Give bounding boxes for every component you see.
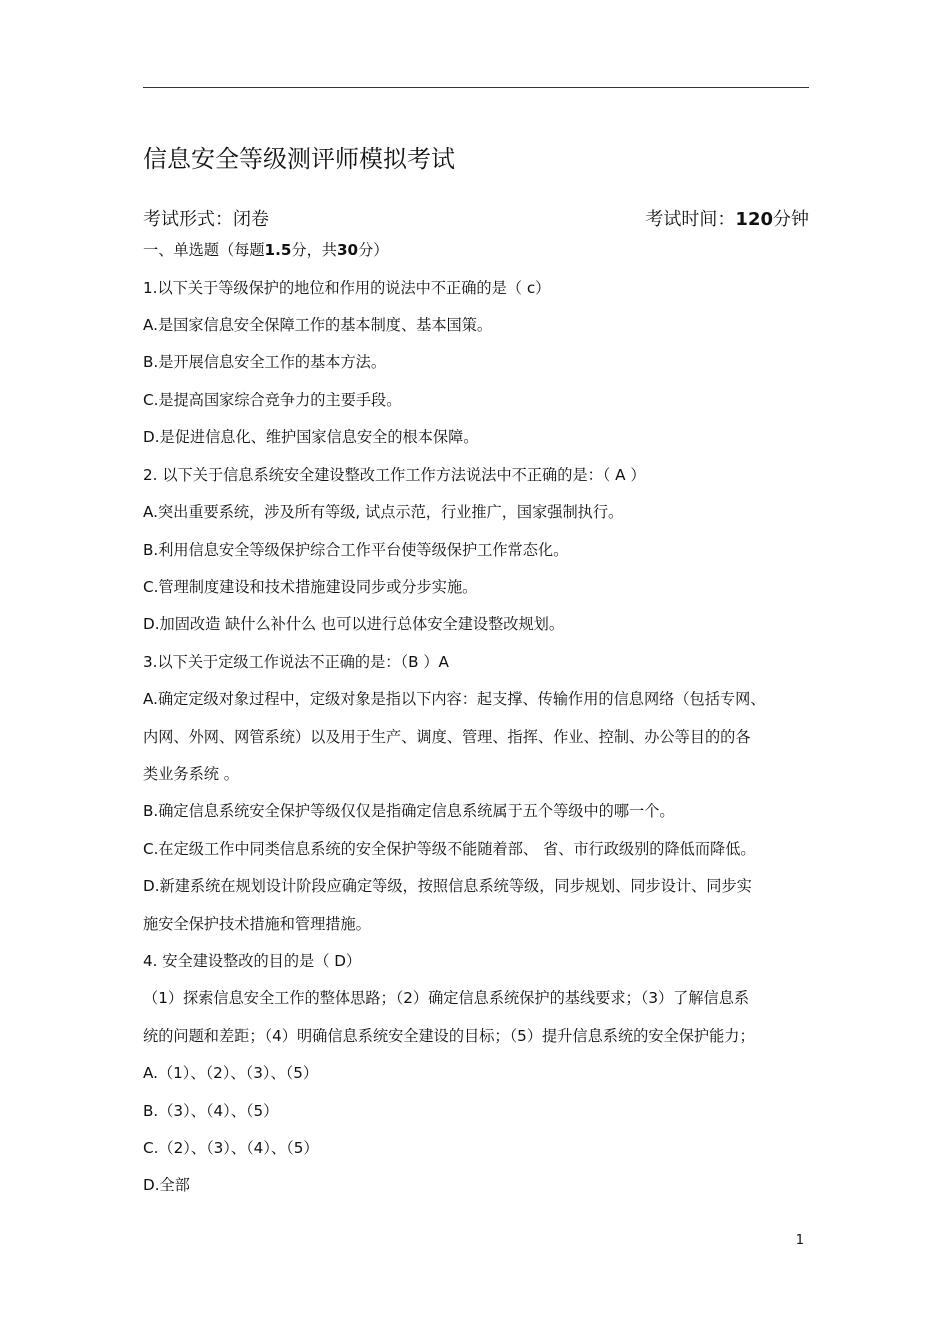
- page-number: 1: [795, 1233, 804, 1248]
- option-line: D.加固改造 缺什么补什么 也可以进行总体安全建设整改规划。: [143, 615, 565, 633]
- section-suffix: 分）: [358, 241, 389, 259]
- option-line: B.确定信息系统安全保护等级仅仅是指确定信息系统属于五个等级中的哪一个。: [143, 802, 675, 820]
- exam-time-value: 120: [735, 209, 773, 230]
- option-line: C.管理制度建设和技术措施建设同步或分步实施。: [143, 578, 478, 596]
- question-text: （1）探索信息安全工作的整体思路；（2）确定信息系统保护的基线要求；（3）了解信息系: [143, 989, 750, 1007]
- option-line: D.全部: [143, 1176, 190, 1194]
- option-line: C.在定级工作中同类信息系统的安全保护等级不能随着部、 省、市行政级别的降低而降低。: [143, 840, 756, 858]
- option-line: D.是促进信息化、维护国家信息安全的根本保障。: [143, 428, 479, 446]
- question-1: 1.以下关于等级保护的地位和作用的说法中不正确的是（ c）: [143, 279, 551, 297]
- question-text: 统的问题和差距；（4）明确信息系统安全建设的目标；（5）提升信息系统的安全保护能力；: [143, 1027, 755, 1045]
- option-line: D.新建系统在规划设计阶段应确定等级，按照信息系统等级，同步规划、同步设计、同步实: [143, 877, 752, 895]
- section-total: 30: [336, 241, 359, 259]
- section-prefix: 一、单选题（每题: [143, 241, 265, 259]
- option-line: 内网、外网、网管系统）以及用于生产、调度、管理、指挥、作业、控制、办公等目的的各: [143, 728, 751, 746]
- question-3: 3.以下关于定级工作说法不正确的是：（B ）A: [143, 653, 449, 671]
- header-rule: [143, 87, 809, 88]
- option-line: C.是提高国家综合竞争力的主要手段。: [143, 391, 402, 409]
- section-heading: [143, 239, 388, 260]
- exam-time: [645, 205, 809, 231]
- question-4: 4. 安全建设整改的目的是（ D）: [143, 952, 362, 970]
- option-line: 类业务系统 。: [143, 765, 239, 783]
- section-mid: 分，共: [291, 241, 337, 259]
- exam-time-unit: 分钟: [773, 209, 809, 230]
- option-line: 施安全保护技术措施和管理措施。: [143, 915, 371, 933]
- option-line: A.确定定级对象过程中，定级对象是指以下内容：起支撑、传输作用的信息网络（包括专网、: [143, 690, 766, 708]
- option-line: B.利用信息安全等级保护综合工作平台使等级保护工作常态化。: [143, 541, 569, 559]
- option-line: B.（3）、（4）、（5）: [143, 1102, 279, 1120]
- exam-form: 考试形式：闭卷: [143, 209, 269, 230]
- question-2: 2. 以下关于信息系统安全建设整改工作工作方法说法中不正确的是：（ A ）: [143, 466, 646, 484]
- exam-time-label: 考试时间：: [645, 209, 736, 230]
- section-score-each: 1.5: [264, 241, 292, 259]
- option-line: B.是开展信息安全工作的基本方法。: [143, 353, 387, 371]
- document-title: 信息安全等级测评师模拟考试: [143, 145, 455, 173]
- option-line: A.突出重要系统，涉及所有等级, 试点示范，行业推广，国家强制执行。: [143, 503, 624, 521]
- option-line: A.是国家信息安全保障工作的基本制度、基本国策。: [143, 316, 493, 334]
- option-line: A.（1）、（2）、（3）、（5）: [143, 1064, 319, 1082]
- option-line: C.（2）、（3）、（4）、（5）: [143, 1139, 319, 1157]
